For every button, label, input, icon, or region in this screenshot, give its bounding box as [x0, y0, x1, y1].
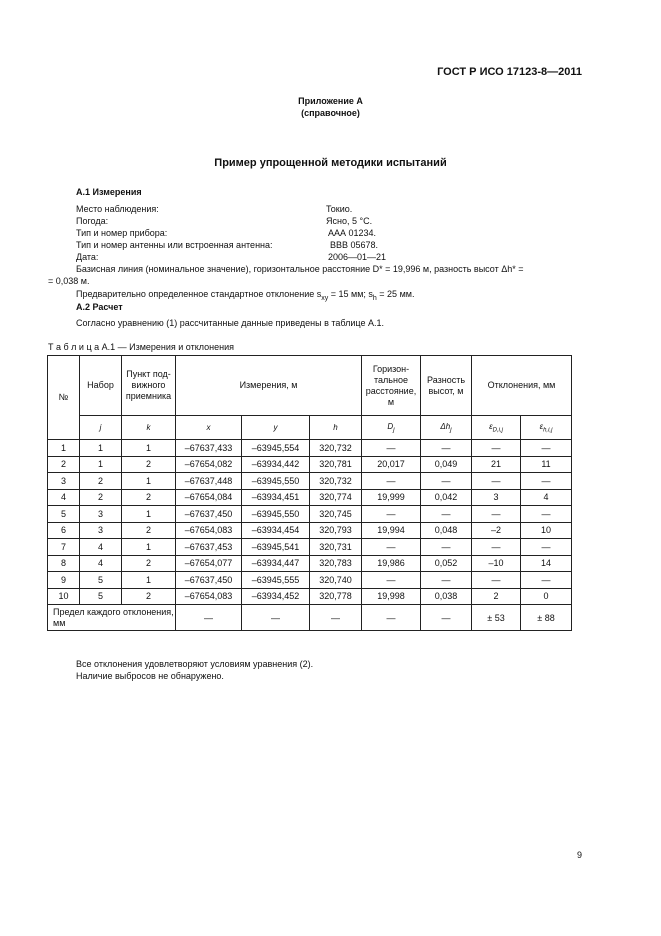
- field-value-location: Токио.: [326, 204, 353, 214]
- table-cell: 10: [521, 522, 572, 539]
- table-cell: 4: [521, 489, 572, 506]
- limit-cell: —: [242, 605, 310, 631]
- table-cell: 2: [122, 456, 176, 473]
- field-label-date: Дата:: [76, 252, 99, 262]
- table-row: [48, 456, 572, 473]
- table-cell: —: [521, 440, 572, 457]
- table-cell: —: [521, 539, 572, 556]
- table-cell: 5: [80, 572, 122, 589]
- table-cell: 8: [48, 555, 80, 572]
- table-cell: 320,778: [310, 588, 362, 605]
- table-cell: 4: [48, 489, 80, 506]
- limit-row: [48, 605, 572, 631]
- table-cell: 1: [48, 440, 80, 457]
- table-cell: –67654,082: [176, 456, 242, 473]
- col-header-measurements: Измерения, м: [176, 356, 362, 416]
- table-cell: 1: [80, 456, 122, 473]
- page-number: 9: [576, 850, 582, 860]
- table-cell: –67637,433: [176, 440, 242, 457]
- table-cell: 1: [122, 539, 176, 556]
- conclusion-line: Наличие выбросов не обнаружено.: [76, 671, 224, 681]
- table-cell: 6: [48, 522, 80, 539]
- baseline-text-cont: = 0,038 м.: [48, 276, 90, 286]
- table-cell: –63934,454: [242, 522, 310, 539]
- table-cell: –67654,077: [176, 555, 242, 572]
- table-cell: —: [521, 506, 572, 523]
- table-cell: —: [472, 572, 521, 589]
- table-cell: 1: [122, 473, 176, 490]
- table-cell: 2: [80, 489, 122, 506]
- table-cell: 2: [80, 473, 122, 490]
- section-a2-text: Согласно уравнению (1) рассчитанные данные приведены в таблице А.1.: [76, 318, 384, 328]
- table-cell: 320,732: [310, 473, 362, 490]
- col-header-no: №: [48, 356, 80, 440]
- table-cell: –63945,554: [242, 440, 310, 457]
- limit-label: Предел каждого отклонения, мм: [48, 605, 176, 631]
- table-cell: –2: [472, 522, 521, 539]
- table-cell: 0,052: [421, 555, 472, 572]
- field-value-date: 2006—01—21: [328, 252, 387, 262]
- table-cell: –63934,447: [242, 555, 310, 572]
- table-cell: 0,038: [421, 588, 472, 605]
- table-cell: —: [362, 506, 421, 523]
- table-cell: –67637,450: [176, 572, 242, 589]
- limit-cell: ± 88: [521, 605, 572, 631]
- col-header-set: Набор: [80, 356, 122, 416]
- symbol-delta-h: $\Delta h_j$: [421, 416, 472, 440]
- table-cell: 320,781: [310, 456, 362, 473]
- table-cell: 19,994: [362, 522, 421, 539]
- table-cell: –67654,083: [176, 522, 242, 539]
- symbol-j: j: [80, 416, 122, 440]
- field-value-antenna: ВВВ 05678.: [330, 240, 379, 250]
- col-header-height-diff: Разность высот, м: [421, 356, 472, 416]
- table-cell: 7: [48, 539, 80, 556]
- symbol-h: h: [310, 416, 362, 440]
- table-cell: 2: [48, 456, 80, 473]
- symbol-eps-d: $\varepsilon_{D,i,j}$: [472, 416, 521, 440]
- table-cell: —: [472, 539, 521, 556]
- field-label-weather: Погода:: [76, 216, 109, 226]
- symbol-x: x: [176, 416, 242, 440]
- table-row: [48, 489, 572, 506]
- table-cell: 320,783: [310, 555, 362, 572]
- table-cell: 2: [122, 588, 176, 605]
- table-row: [48, 588, 572, 605]
- table-cell: 320,732: [310, 440, 362, 457]
- table-cell: 0,049: [421, 456, 472, 473]
- table-cell: —: [362, 473, 421, 490]
- table-cell: —: [362, 572, 421, 589]
- limit-cell: —: [421, 605, 472, 631]
- table-cell: 10: [48, 588, 80, 605]
- table-cell: –67637,448: [176, 473, 242, 490]
- table-cell: 3: [80, 522, 122, 539]
- table-cell: 19,999: [362, 489, 421, 506]
- table-cell: —: [421, 473, 472, 490]
- table-cell: –63945,550: [242, 473, 310, 490]
- col-header-deviations: Отклонения, мм: [472, 356, 572, 416]
- table-cell: 3: [80, 506, 122, 523]
- limit-cell: —: [362, 605, 421, 631]
- field-label-location: Место наблюдения:: [76, 204, 159, 214]
- table-cell: 2: [122, 489, 176, 506]
- symbol-k: k: [122, 416, 176, 440]
- measurements-table: [47, 355, 572, 631]
- table-cell: 0: [521, 588, 572, 605]
- table-cell: 320,745: [310, 506, 362, 523]
- table-cell: —: [472, 473, 521, 490]
- table-cell: –63945,555: [242, 572, 310, 589]
- table-cell: —: [362, 539, 421, 556]
- table-cell: 4: [80, 539, 122, 556]
- table-row: [48, 572, 572, 589]
- table-cell: 320,774: [310, 489, 362, 506]
- table-cell: —: [421, 572, 472, 589]
- std-deviation-text: Предварительно определенное стандартное отклонение $s_{xy} = 15$ мм; $s_h = 25$ мм.: [76, 289, 415, 302]
- table-cell: –67654,084: [176, 489, 242, 506]
- table-cell: 9: [48, 572, 80, 589]
- table-cell: 2: [472, 588, 521, 605]
- table-cell: —: [421, 506, 472, 523]
- appendix-label: Приложение А: [298, 96, 363, 106]
- table-cell: –63945,541: [242, 539, 310, 556]
- table-cell: 5: [48, 506, 80, 523]
- table-cell: 0,048: [421, 522, 472, 539]
- table-cell: 1: [80, 440, 122, 457]
- section-a1-heading: А.1 Измерения: [76, 187, 142, 197]
- table-cell: –67654,083: [176, 588, 242, 605]
- table-cell: 2: [122, 522, 176, 539]
- appendix-note: (справочное): [301, 108, 360, 118]
- table-cell: –63934,442: [242, 456, 310, 473]
- symbol-y: y: [242, 416, 310, 440]
- conclusion-line: Все отклонения удовлетворяют условиям уравнения (2).: [76, 659, 314, 669]
- table-cell: —: [421, 440, 472, 457]
- field-value-weather: Ясно, 5 °С.: [326, 216, 373, 226]
- table-cell: —: [521, 473, 572, 490]
- table-cell: 2: [122, 555, 176, 572]
- table-cell: 21: [472, 456, 521, 473]
- table-cell: 5: [80, 588, 122, 605]
- table-cell: 1: [122, 506, 176, 523]
- table-cell: 0,042: [421, 489, 472, 506]
- limit-cell: ± 53: [472, 605, 521, 631]
- table-cell: –67637,450: [176, 506, 242, 523]
- table-row: [48, 506, 572, 523]
- table-cell: 320,793: [310, 522, 362, 539]
- section-a2-heading: А.2 Расчет: [76, 302, 123, 312]
- table-cell: 320,740: [310, 572, 362, 589]
- document-header: ГОСТ Р ИСО 17123-8—2011: [437, 66, 582, 78]
- table-cell: 320,731: [310, 539, 362, 556]
- table-cell: –63934,451: [242, 489, 310, 506]
- table-cell: 20,017: [362, 456, 421, 473]
- baseline-text: Базисная линия (номинальное значение), горизонтальное расстояние D* = 19,996 м, разность высот Δh* =: [76, 264, 524, 274]
- table-caption: Т а б л и ц а А.1 — Измерения и отклонения: [48, 342, 234, 352]
- table-cell: —: [521, 572, 572, 589]
- table-cell: 14: [521, 555, 572, 572]
- field-label-antenna: Тип и номер антенны или встроенная антенна:: [76, 240, 273, 250]
- col-header-horizontal: Горизон-тальное расстояние, м: [362, 356, 421, 416]
- table-cell: –67637,453: [176, 539, 242, 556]
- table-cell: 3: [48, 473, 80, 490]
- table-row: [48, 440, 572, 457]
- symbol-eps-h: $\varepsilon_{h,i,j}$: [521, 416, 572, 440]
- table-cell: 4: [80, 555, 122, 572]
- field-label-instrument: Тип и номер прибора:: [76, 228, 168, 238]
- col-header-rover: Пункт под-вижного приемника: [122, 356, 176, 416]
- table-cell: –63945,550: [242, 506, 310, 523]
- table-cell: 1: [122, 572, 176, 589]
- table-row: [48, 473, 572, 490]
- table-cell: 19,986: [362, 555, 421, 572]
- table-cell: 3: [472, 489, 521, 506]
- table-cell: —: [472, 506, 521, 523]
- table-row: [48, 555, 572, 572]
- page-title: Пример упрощенной методики испытаний: [214, 157, 447, 169]
- table-row: [48, 522, 572, 539]
- table-cell: 1: [122, 440, 176, 457]
- table-cell: —: [472, 440, 521, 457]
- table-row: [48, 539, 572, 556]
- limit-cell: —: [176, 605, 242, 631]
- symbol-d: $D_j$: [362, 416, 421, 440]
- table-cell: –10: [472, 555, 521, 572]
- table-cell: —: [362, 440, 421, 457]
- table-cell: —: [421, 539, 472, 556]
- table-cell: 11: [521, 456, 572, 473]
- table-cell: –63934,452: [242, 588, 310, 605]
- field-value-instrument: ААА 01234.: [328, 228, 377, 238]
- table-cell: 19,998: [362, 588, 421, 605]
- limit-cell: —: [310, 605, 362, 631]
